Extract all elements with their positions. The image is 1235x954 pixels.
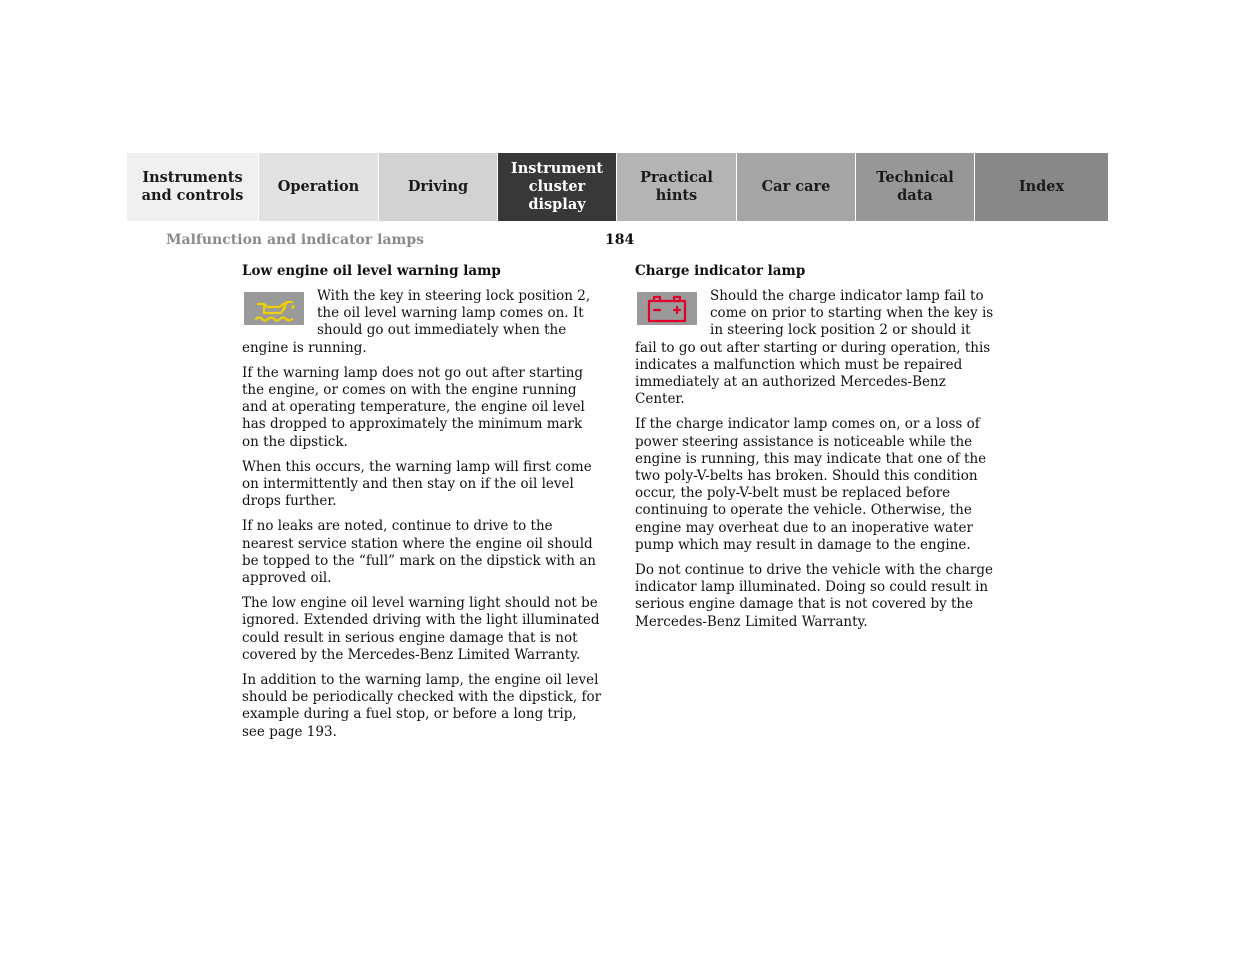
charge-lamp-paragraph: Do not continue to drive the vehicle with the charge indicator lamp illuminated. Doing so could result in serious engine damage that is not covered by the Mercedes-Benz Limited Warranty. [635, 562, 994, 630]
page-number: 184 [605, 232, 635, 248]
battery-icon [637, 292, 697, 325]
oil-lamp-paragraph: If no leaks are noted, continue to drive to the nearest service station where the engine oil should be topped to the “full” mark on the dipstick with an approved oil. [242, 518, 596, 587]
tab-instrument-cluster-display[interactable]: Instrument cluster display [498, 153, 617, 221]
oil-lamp-intro: With the key in steering lock position 2, the oil level warning lamp comes on. It should go out immediately when the engine is running. [242, 288, 591, 356]
right-column [635, 263, 995, 639]
oil-lamp-paragraph: When this occurs, the warning lamp will first come on intermittently and then stay on if the oil level drops further. [242, 458, 592, 510]
oil-lamp-paragraph: If the warning lamp does not go out after starting the engine, or comes on with the engine running and at operating temperature, the engine oil level has dropped to approximately the minimum mark on the dipstick. [242, 364, 585, 450]
left-column [242, 263, 602, 749]
navigation-tabs [127, 153, 1108, 221]
charge-lamp-intro: Should the charge indicator lamp fail to come on prior to starting when the key is in steering lock position 2 or should it fail to go out after starting or during operation, this indicates a malfunction which must be repaired immediately at an authorized Mercedes-Benz Center. [635, 288, 994, 408]
charge-lamp-paragraph: If the charge indicator lamp comes on, or a loss of power steering assistance is noticeable while the engine is running, this may indicate that one of the two poly-V-belts has broken. Should this condition occur, the poly-V-belt must be replaced before continuing to operate the vehicle. Otherwise, the engine may overheat due to an inoperative water pump which may result in damage to the engine. [635, 416, 987, 553]
oil-level-icon [244, 292, 304, 325]
section-title: Malfunction and indicator lamps [166, 232, 425, 248]
tab-instruments-and-controls[interactable]: Instruments and controls [127, 153, 259, 221]
tab-practical-hints[interactable]: Practical hints [617, 153, 737, 221]
tab-technical-data[interactable]: Technical data [856, 153, 975, 221]
tab-driving[interactable]: Driving [379, 153, 498, 221]
tab-operation[interactable]: Operation [259, 153, 379, 221]
tab-index[interactable]: Index [975, 153, 1108, 221]
tab-car-care[interactable]: Car care [737, 153, 856, 221]
charge-lamp-heading: Charge indicator lamp [635, 263, 806, 279]
oil-lamp-paragraph: The low engine oil level warning light should not be ignored. Extended driving with the light illuminated could result in serious engine damage that is not covered by the Mercedes-Benz Limited Warranty. [242, 595, 600, 663]
oil-lamp-paragraph: In addition to the warning lamp, the engine oil level should be periodically checked with the dipstick, for example during a fuel stop, or before a long trip, see page 193. [242, 672, 602, 740]
oil-lamp-heading: Low engine oil level warning lamp [242, 263, 501, 279]
